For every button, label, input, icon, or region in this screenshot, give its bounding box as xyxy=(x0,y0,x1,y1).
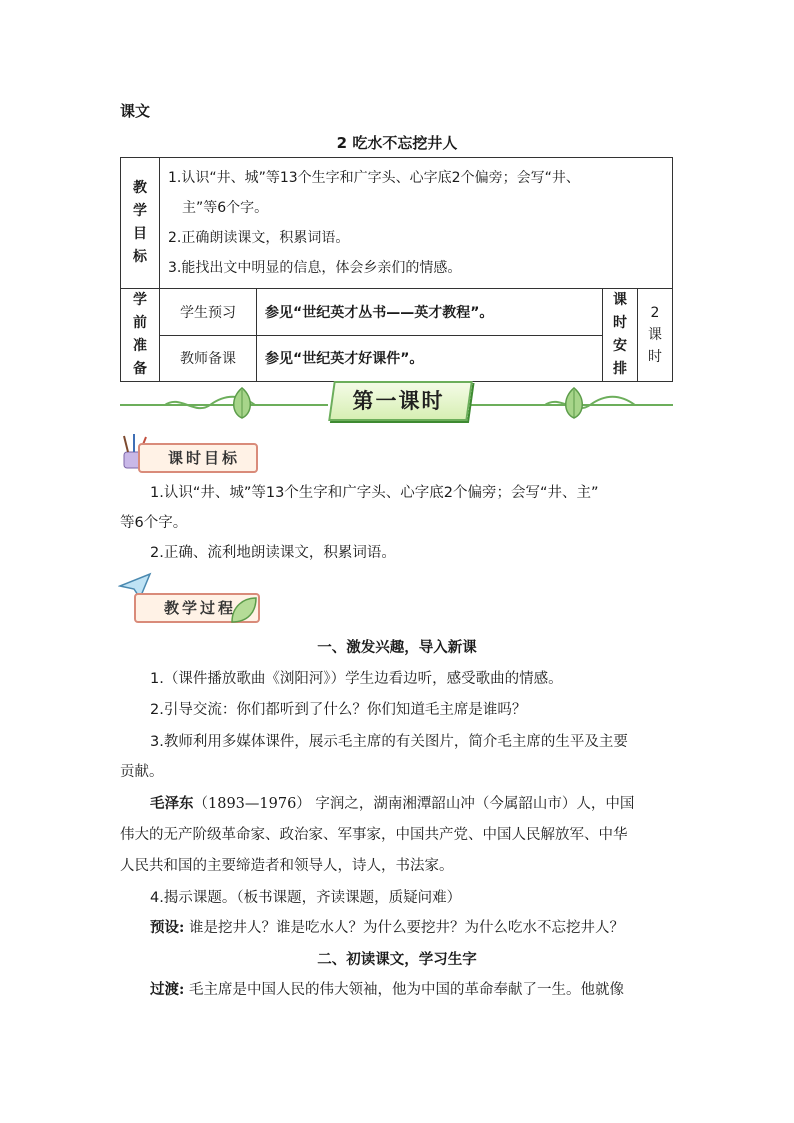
process-step-1: 1.（课件播放歌曲《浏阳河》）学生边看边听，感受歌曲的情感。 xyxy=(150,671,563,687)
bio-line-1 xyxy=(120,789,673,819)
objectives-tag: 课时目标 xyxy=(138,443,258,473)
bio-name: 毛泽东 xyxy=(150,795,194,812)
objective-item: 等6个字。 xyxy=(120,515,188,531)
part2-heading: 二、初读课文，学习生字 xyxy=(317,952,477,968)
process-step-4: 4.揭示课题。（板书课题，齐读课题，质疑问难） xyxy=(150,890,462,906)
leaf-right-icon xyxy=(560,386,588,420)
lesson-plan-table xyxy=(120,157,673,382)
transition-line xyxy=(120,975,673,1005)
part1-heading: 一、激发兴趣，导入新课 xyxy=(317,640,477,656)
leaf-left-icon xyxy=(228,386,256,420)
schedule-value-char: 时 xyxy=(648,349,662,365)
section-label: 课文 xyxy=(120,102,151,120)
lesson-title: 2 吃水不忘挖井人 xyxy=(336,134,458,152)
bio-line-2: 伟大的无产阶级革命家、政治家、军事家，中国共产党、中国人民解放军、中华 xyxy=(120,827,628,843)
transition-text: 毛主席是中国人民的伟大领袖，他为中国的革命奉献了一生。他就像 xyxy=(184,982,624,998)
student-prep-value: 参见“世纪英才丛书——英才教程”。 xyxy=(257,289,603,336)
transition-label: 过渡: xyxy=(150,981,185,998)
teacher-prep-value: 参见“世纪英才好课件”。 xyxy=(257,335,603,382)
goals-label-char: 教 xyxy=(133,180,147,196)
objective-item: 1.认识“井、城”等13个生字和广字头、心字底2个偏旁；会写“井、主” xyxy=(150,485,599,501)
objective-item: 2.正确、流利地朗读课文，积累词语。 xyxy=(150,545,396,561)
goals-label-char: 学 xyxy=(133,203,147,219)
goal-line: 2.正确朗读课文，积累词语。 xyxy=(168,230,350,246)
process-tag: 教学过程 xyxy=(134,593,260,623)
prep-label xyxy=(121,289,160,382)
schedule-value xyxy=(638,289,673,382)
goal-line: 1.认识“井、城”等13个生字和广字头、心字底2个偏旁；会写“井、 xyxy=(168,170,580,186)
swirl-right-icon xyxy=(540,392,640,418)
goals-label-char: 标 xyxy=(133,249,147,265)
schedule-value-char: 课 xyxy=(648,327,662,343)
bio-line-3: 人民共和国的主要缔造者和领导人，诗人，书法家。 xyxy=(120,858,454,874)
bio-text: （1893—1976） 字润之，湖南湘潭韶山冲（今属韶山市）人，中国 xyxy=(193,796,635,812)
lesson-banner-title: 第一课时 xyxy=(352,389,445,413)
prep-label-char: 学 xyxy=(133,292,147,308)
goal-line: 主”等6个字。 xyxy=(182,200,269,216)
goals-label-char: 目 xyxy=(133,226,147,242)
goals-cell xyxy=(160,158,673,289)
schedule-label-char: 安 xyxy=(613,338,627,354)
goal-line: 3.能找出文中明显的信息，体会乡亲们的情感。 xyxy=(168,260,462,276)
schedule-value-char: 2 xyxy=(650,305,660,321)
goals-label xyxy=(121,158,160,289)
preset-text: 谁是挖井人？谁是吃水人？为什么要挖井？为什么吃水不忘挖井人？ xyxy=(184,920,624,936)
schedule-label-char: 课 xyxy=(613,292,627,308)
leaf-decoration-icon xyxy=(228,594,260,626)
prep-label-char: 备 xyxy=(133,361,147,377)
process-step-3-cont: 贡献。 xyxy=(120,764,164,780)
process-step-3: 3.教师利用多媒体课件，展示毛主席的有关图片，简介毛主席的生平及主要 xyxy=(150,734,628,750)
prep-label-char: 准 xyxy=(133,338,147,354)
student-prep-label: 学生预习 xyxy=(160,289,257,336)
schedule-label-char: 排 xyxy=(613,361,627,377)
schedule-label xyxy=(603,289,638,382)
preset-line xyxy=(120,913,673,943)
teacher-prep-label: 教师备课 xyxy=(160,335,257,382)
schedule-label-char: 时 xyxy=(613,315,627,331)
prep-label-char: 前 xyxy=(133,315,147,331)
process-step-2: 2.引导交流：你们都听到了什么？你们知道毛主席是谁吗？ xyxy=(150,702,527,718)
preset-label: 预设: xyxy=(150,919,185,936)
